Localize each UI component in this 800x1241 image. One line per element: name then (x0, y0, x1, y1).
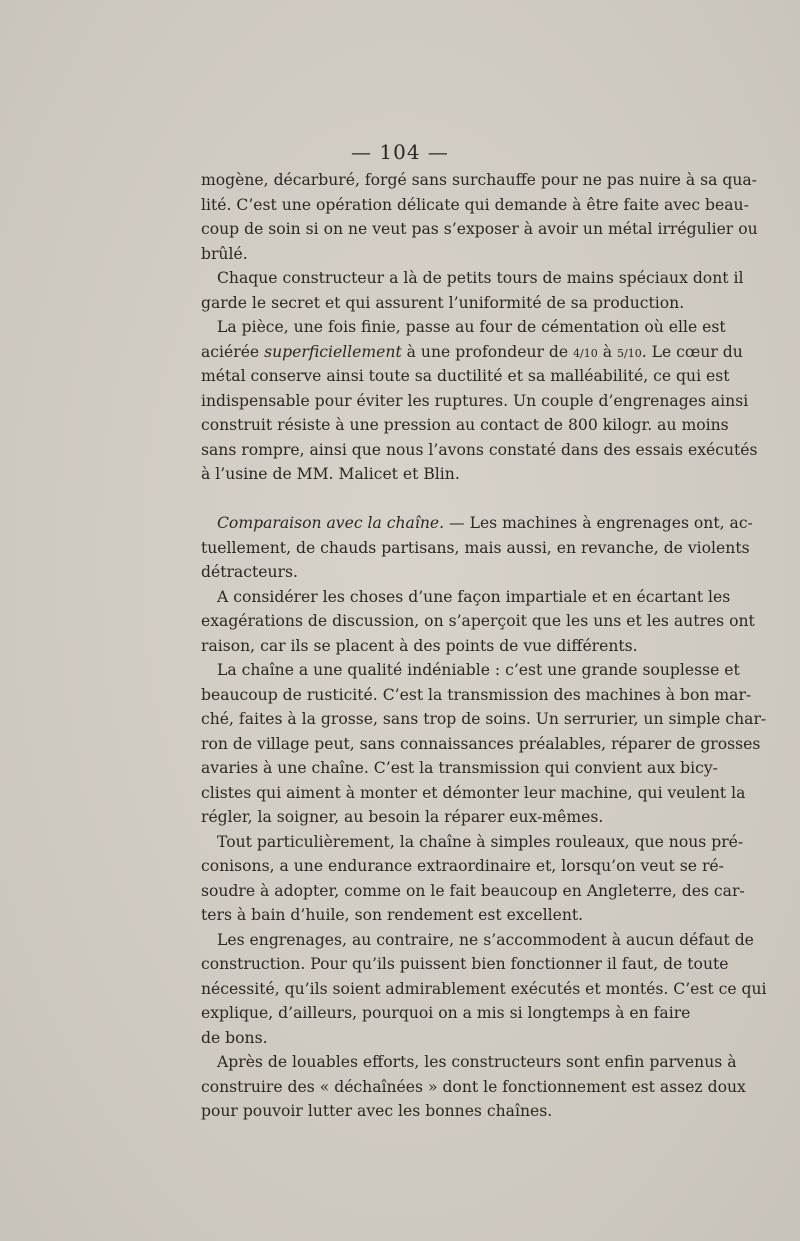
emphasis-text: superficiellement (264, 342, 402, 361)
text-line: sans rompre, ainsi que nous l’avons constaté dans des essais exécutés (201, 440, 758, 459)
paragraph (201, 266, 744, 315)
paragraph (201, 1050, 746, 1124)
fraction: 5/10 (616, 346, 642, 360)
text-line: régler, la soigner, au besoin la réparer eux-mêmes. (201, 808, 604, 826)
section (201, 511, 753, 585)
body-text (201, 168, 767, 1124)
text-line: La chaîne a une qualité indéniable : c’est une grande souplesse et (217, 661, 740, 679)
text-line: ché, faites à la grosse, sans trop de soins. Un serrurier, un simple char- (201, 710, 767, 728)
paragraph-gap (201, 487, 687, 512)
text-line: conisons, a une endurance extraordinaire et, lorsqu’on veut se ré- (201, 857, 724, 875)
text-line: ters à bain d’huile, son rendement est excellent. (201, 906, 584, 924)
text-span: — Les machines à engrenages ont, ac- (444, 514, 753, 532)
paragraph (201, 168, 758, 266)
text-line: Les engrenages, au contraire, ne s’accommodent à aucun défaut de (217, 930, 754, 949)
text-line: La pièce, une fois finie, passe au four de cémentation où elle est (217, 318, 726, 336)
text-line: ron de village peut, sans connaissances préalables, réparer de grosses (201, 734, 761, 753)
text-line: explique, d’ailleurs, pourquoi on a mis si longtemps à en faire (201, 1004, 691, 1022)
text-span: à (597, 342, 617, 361)
text-line: Chaque constructeur a là de petits tours de mains spéciaux dont il (217, 269, 744, 287)
text-line: détracteurs. (201, 563, 298, 581)
text-line: pour pouvoir lutter avec les bonnes chaînes. (201, 1102, 553, 1120)
text-line: avaries à une chaîne. C’est la transmission qui convient aux bicy- (201, 759, 718, 777)
text-line: Tout particulièrement, la chaîne à simples rouleaux, que nous pré- (217, 832, 744, 851)
fraction: 4/10 (573, 346, 598, 360)
paragraph (201, 830, 745, 928)
text-line: indispensable pour éviter les ruptures. Un couple d’engrenages ainsi (201, 391, 749, 410)
text-line: soudre à adopter, comme on le fait beaucoup en Angleterre, des car- (201, 881, 745, 900)
text-line: beaucoup de rusticité. C’est la transmission des machines à bon mar- (201, 685, 752, 704)
paragraph (201, 585, 755, 659)
text-line: raison, car ils se placent à des points de vue différents. (201, 636, 638, 655)
text-line: Après de louables efforts, les constructeurs sont enfin parvenus à (217, 1053, 737, 1071)
text-line: de bons. (201, 1028, 268, 1047)
text-line: clistes qui aiment à monter et démonter leur machine, qui veulent la (201, 783, 746, 802)
text-line-mixed (201, 340, 743, 365)
paragraph (201, 658, 767, 830)
text-line: à l’usine de MM. Malicet et Blin. (201, 465, 460, 483)
text-line: métal conserve ainsi toute sa ductilité et sa malléabilité, ce qui est (201, 367, 730, 385)
text-line: brûlé. (201, 244, 248, 263)
text-span: . Le cœur du (641, 342, 743, 361)
text-line: lité. C’est une opération délicate qui demande à être faite avec beau- (201, 195, 749, 214)
paragraph (201, 928, 767, 1051)
section-heading: Comparaison avec la chaîne. (217, 514, 445, 532)
text-line: nécessité, qu’ils soient admirablement exécutés et montés. C’est ce qui (201, 979, 767, 998)
text-line: tuellement, de chauds partisans, mais aussi, en revanche, de violents (201, 538, 750, 557)
text-line: coup de soin si on ne veut pas s’exposer à avoir un métal irrégulier ou (201, 220, 758, 238)
text-line: construction. Pour qu’ils puissent bien fonctionner il faut, de toute (201, 955, 729, 973)
text-line: garde le secret et qui assurent l’uniformité de sa production. (201, 293, 685, 312)
paragraph (201, 315, 758, 487)
text-line: construit résiste à une pression au contact de 800 kilogr. au moins (201, 416, 729, 434)
text-line: mogène, décarburé, forgé sans surchauffe pour ne pas nuire à sa qua- (201, 171, 757, 189)
text-line: construire des « déchaînées » dont le fonctionnement est assez doux (201, 1077, 746, 1096)
text-span: aciérée (201, 342, 265, 361)
text-line: exagérations de discussion, on s’aperçoit que les uns et les autres ont (201, 612, 755, 630)
text-line-mixed (201, 511, 753, 536)
text-span: à une profondeur de (401, 342, 574, 361)
page-number: — 104 — (351, 140, 449, 164)
text-line: A considérer les choses d’une façon impartiale et en écartant les (217, 587, 731, 606)
